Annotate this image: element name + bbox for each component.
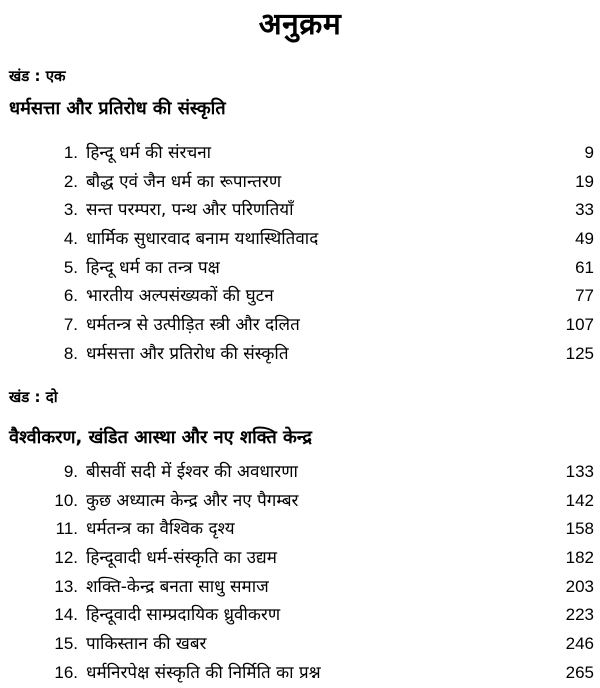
entry-page-number: 49 bbox=[575, 229, 594, 249]
toc-entry[interactable] bbox=[0, 573, 600, 602]
entry-number: 6. bbox=[63, 286, 78, 306]
entry-title: हिन्दूवादी साम्प्रदायिक ध्रुवीकरण bbox=[86, 605, 281, 626]
part-two-section-title: वैश्वीकरण, खंडित आस्था और नए शक्ति केन्द्र bbox=[9, 427, 312, 448]
toc-entry[interactable] bbox=[0, 601, 600, 630]
toc-entry[interactable] bbox=[0, 139, 600, 168]
entry-title: धर्मतन्त्र से उत्पीड़ित स्त्री और दलित bbox=[86, 315, 300, 336]
toc-entry[interactable] bbox=[0, 311, 600, 340]
entry-number: 15. bbox=[54, 634, 78, 654]
entry-page-number: 107 bbox=[565, 315, 594, 335]
toc-entry[interactable] bbox=[0, 282, 600, 311]
entry-title: भारतीय अल्पसंख्यकों की घुटन bbox=[86, 286, 274, 307]
entry-page-number: 265 bbox=[565, 662, 594, 682]
entry-number: 10. bbox=[54, 490, 78, 510]
entry-number: 11. bbox=[55, 519, 78, 539]
toc-entry[interactable] bbox=[0, 630, 600, 659]
entry-number: 12. bbox=[54, 548, 78, 568]
entry-page-number: 125 bbox=[565, 343, 594, 363]
entry-title: सन्त परम्परा, पन्थ और परिणतियाँ bbox=[86, 200, 294, 221]
entry-title: धार्मिक सुधारवाद बनाम यथास्थितिवाद bbox=[86, 229, 319, 250]
entry-page-number: 246 bbox=[565, 634, 594, 654]
entry-title: धर्मनिरपेक्ष संस्कृति की निर्मिति का प्रश्न bbox=[86, 662, 321, 683]
entry-page-number: 223 bbox=[565, 605, 594, 625]
entry-number: 1. bbox=[63, 143, 78, 162]
part-two-entries bbox=[0, 458, 600, 688]
entry-title: हिन्दूवादी धर्म-संस्कृति का उद्यम bbox=[86, 548, 277, 569]
toc-entry[interactable] bbox=[0, 254, 600, 283]
toc-entry[interactable] bbox=[0, 225, 600, 254]
entry-title: बौद्ध एवं जैन धर्म का रूपान्तरण bbox=[86, 171, 282, 192]
entry-number: 2. bbox=[63, 171, 78, 191]
toc-entry[interactable] bbox=[0, 515, 600, 544]
entry-title: बीसवीं सदी में ईश्वर की अवधारणा bbox=[86, 462, 298, 482]
entry-title: हिन्दू धर्म का तन्त्र पक्ष bbox=[86, 257, 220, 278]
entry-page-number: 33 bbox=[575, 200, 594, 220]
entry-number: 16. bbox=[54, 662, 78, 682]
entry-number: 13. bbox=[54, 576, 78, 596]
entry-title: कुछ अध्यात्म केन्द्र और नए पैगम्बर bbox=[86, 490, 299, 511]
entry-title: धर्मसत्ता और प्रतिरोध की संस्कृति bbox=[86, 343, 289, 364]
entry-title: हिन्दू धर्म की संरचना bbox=[86, 143, 212, 163]
entry-number: 9. bbox=[63, 462, 78, 481]
entry-number: 5. bbox=[63, 257, 78, 277]
toc-entry[interactable] bbox=[0, 544, 600, 573]
entry-page-number: 203 bbox=[565, 576, 594, 596]
entry-page-number: 77 bbox=[575, 286, 594, 306]
toc-entry[interactable] bbox=[0, 487, 600, 516]
entry-title: शक्ति-केन्द्र बनता साधु समाज bbox=[86, 576, 269, 597]
page-title: अनुक्रम bbox=[258, 7, 342, 42]
entry-page-number: 9 bbox=[584, 143, 594, 162]
part-one-section-title: धर्मसत्ता और प्रतिरोध की संस्कृति bbox=[9, 98, 226, 119]
entry-page-number: 158 bbox=[565, 519, 594, 539]
entry-page-number: 19 bbox=[575, 171, 594, 191]
toc-entry[interactable] bbox=[0, 659, 600, 688]
entry-number: 8. bbox=[63, 343, 78, 363]
entry-page-number: 182 bbox=[565, 548, 594, 568]
entry-title: पाकिस्तान की खबर bbox=[86, 634, 207, 655]
toc-entry[interactable] bbox=[0, 196, 600, 225]
part-one-entries bbox=[0, 139, 600, 369]
entry-number: 3. bbox=[63, 200, 78, 220]
toc-entry[interactable] bbox=[0, 340, 600, 369]
entry-title: धर्मतन्त्र का वैश्विक दृश्य bbox=[86, 519, 235, 540]
entry-number: 14. bbox=[54, 605, 78, 625]
entry-number: 7. bbox=[63, 315, 78, 335]
entry-page-number: 133 bbox=[565, 462, 594, 481]
part-one-label: खंड : एक bbox=[9, 67, 66, 85]
part-two-label: खंड : दो bbox=[9, 388, 58, 406]
toc-entry[interactable] bbox=[0, 458, 600, 487]
entry-page-number: 61 bbox=[575, 257, 594, 277]
entry-number: 4. bbox=[63, 229, 78, 249]
toc-entry[interactable] bbox=[0, 168, 600, 197]
entry-page-number: 142 bbox=[565, 490, 594, 510]
